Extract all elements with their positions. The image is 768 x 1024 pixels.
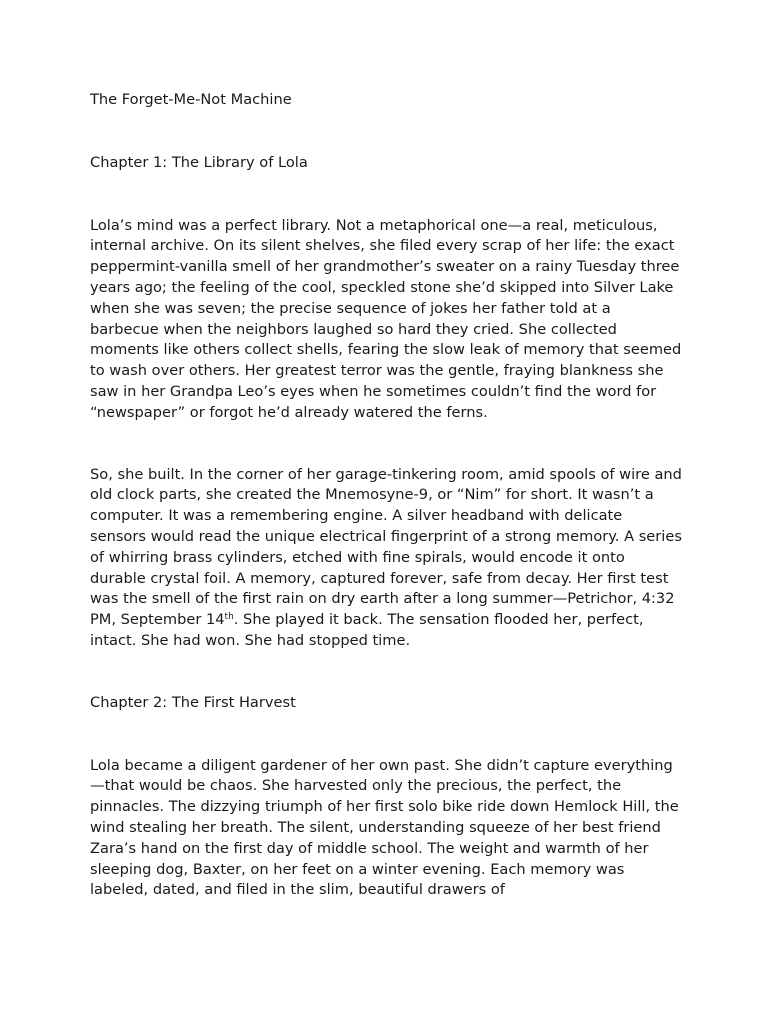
chapter-1-paragraph-2: [90, 465, 682, 652]
chapter-1-paragraph-1: Lola’s mind was a perfect library. Not a metaphorical one—a real, meticulous, internal archive. On its silent shelves, she filed every scrap of her life: the exact peppermint-vanilla smell of her grandmother’s sweater on a rainy Tuesday three years ago; the feeling of the cool, speckled stone she’d skipped into Silver Lake when she was seven; the precise sequence of jokes her father told at a barbecue when the neighbors laughed so hard they cried. She collected moments like others collect shells, fearing the slow leak of memory that seemed to wash over others. Her greatest terror was the gentle, fraying blankness she saw in her Grandpa Leo’s eyes when he sometimes couldn’t find the word for “newspaper” or forgot he’d already watered the ferns.: [90, 216, 682, 421]
spacer: [90, 111, 682, 153]
chapter-1-heading: Chapter 1: The Library of Lola: [90, 153, 308, 171]
chapter-2-paragraph-1: Lola became a diligent gardener of her own past. She didn’t capture everything—that would be chaos. She harvested only the precious, the perfect, the pinnacles. The dizzying triumph of her first solo bike ride down Hemlock Hill, the wind stealing her breath. The silent, understanding squeeze of her best friend Zara’s hand on the first day of middle school. The weight and warmth of her sleeping dog, Baxter, on her feet on a winter evening. Each memory was labeled, dated, and filed in the slim, beautiful drawers of: [90, 756, 679, 899]
chapter-2-heading: Chapter 2: The First Harvest: [90, 693, 296, 711]
spacer: [90, 714, 682, 756]
paragraph-text: So, she built. In the corner of her garage-tinkering room, amid spools of wire and old clock parts, she created the Mnemosyne-9, or “Nim” for short. It wasn’t a computer. It was a remembering engine. A silver headband with delicate sensors would read the unique electrical fingerprint of a strong memory. A series of whirring brass cylinders, etched with fine spirals, would encode it onto durable crystal foil. A memory, captured forever, safe from decay. Her first test was the smell of the first rain on dry earth after a long summer—Petrichor, 4:32 PM, September 14: [90, 465, 682, 629]
spacer: [90, 652, 682, 693]
document-title: The Forget-Me-Not Machine: [90, 91, 292, 108]
document-page: [90, 90, 682, 901]
spacer: [90, 174, 682, 216]
paragraph-text: . She played it back. The sensation flooded her, perfect, intact. She had won. She had stopped time.: [90, 611, 644, 649]
spacer: [90, 424, 682, 465]
ordinal-suffix: th: [224, 612, 234, 623]
